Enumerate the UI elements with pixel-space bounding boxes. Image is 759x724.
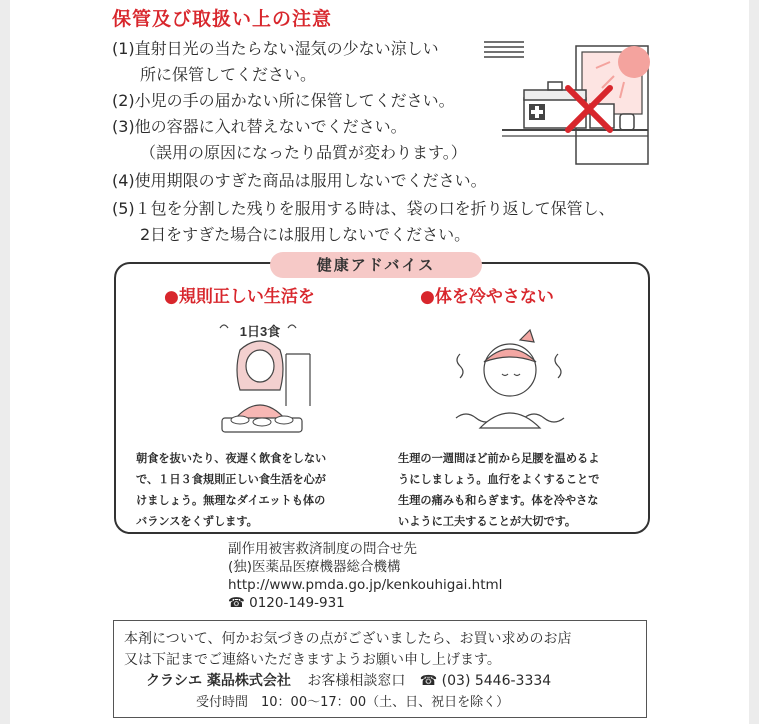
rule-3-line1: (3)他の容器に入れ替えないでください。	[112, 117, 407, 136]
rule-1-line1: (1)直射日光の当たらない湿気の少ない涼しい	[112, 39, 439, 58]
advice-right-line: いように工夫することが大切です。	[398, 515, 577, 528]
advice-left-heading: ●規則正しい生活を	[164, 287, 315, 307]
relief-system-contact	[228, 540, 502, 612]
contact-line2: 又は下記までご連絡いただきますようお願い申し上げます。	[124, 652, 501, 668]
customer-desk: お客様相談窓口	[307, 673, 406, 689]
advice-left-line: けましょう。無理なダイエットも体の	[136, 494, 326, 507]
rule-2-line1: (2)小児の手の届かない所に保管してください。	[112, 91, 455, 110]
rule-5-line2: 2日をすぎた場合には服用しないでください。	[140, 225, 471, 244]
rule-2	[112, 88, 455, 114]
rule-4-line1: (4)使用期限のすぎた商品は服用しないでください。	[112, 171, 487, 190]
relief-phone: ☎ 0120-149-931	[228, 595, 345, 611]
woman-eating-illustration	[200, 310, 320, 440]
advice-left-line: バランスをくずします。	[136, 515, 258, 528]
advice-left-text	[136, 448, 376, 532]
storage-title: 保管及び取扱い上の注意	[112, 8, 333, 30]
contact-box	[113, 620, 647, 718]
advice-left-line: で、１日３食規則正しい食生活を心が	[136, 473, 326, 486]
business-hours: 受付時間 10：00〜17：00（土、日、祝日を除く）	[196, 695, 510, 710]
advice-right-heading: ●体を冷やさない	[420, 287, 554, 307]
advice-right-line: うにしましょう。血行をよくすることで	[398, 473, 600, 486]
rule-5	[112, 196, 615, 248]
rule-3-line2: （誤用の原因になったり品質が変わります。）	[140, 143, 467, 162]
rule-4	[112, 168, 487, 194]
advice-right-text	[398, 448, 638, 532]
rule-1	[112, 36, 439, 88]
company-line	[124, 671, 571, 692]
contact-line1: 本剤について、何かお気づきの点がございましたら、お買い求めのお店	[124, 631, 572, 647]
medicine-cabinet-sun-illustration	[484, 38, 654, 168]
customer-phone: ☎ (03) 5446-3334	[419, 673, 552, 689]
relief-organization: (独)医薬品医療機器総合機構	[228, 559, 401, 575]
company-name: クラシエ 薬品株式会社	[146, 673, 291, 689]
package-insert-page	[10, 0, 749, 724]
health-advice-label: 健康アドバイス	[270, 252, 482, 278]
woman-bathing-illustration	[450, 318, 570, 438]
advice-right-line: 生理の痛みも和らぎます。体を冷やさな	[398, 494, 599, 507]
relief-url: http://www.pmda.go.jp/kenkouhigai.html	[228, 577, 503, 593]
advice-right-line: 生理の一週間ほど前から足腰を温めるよ	[398, 452, 600, 465]
relief-title: 副作用被害救済制度の問合せ先	[228, 541, 417, 557]
rule-1-line2: 所に保管してください。	[140, 65, 317, 84]
meals-caption: 1日3食	[239, 324, 281, 339]
rule-5-line1: (5)１包を分割した残りを服用する時は、袋の口を折り返して保管し、	[112, 199, 615, 218]
advice-left-line: 朝食を抜いたり、夜遅く飲食をしない	[136, 452, 327, 465]
rule-3	[112, 114, 467, 166]
